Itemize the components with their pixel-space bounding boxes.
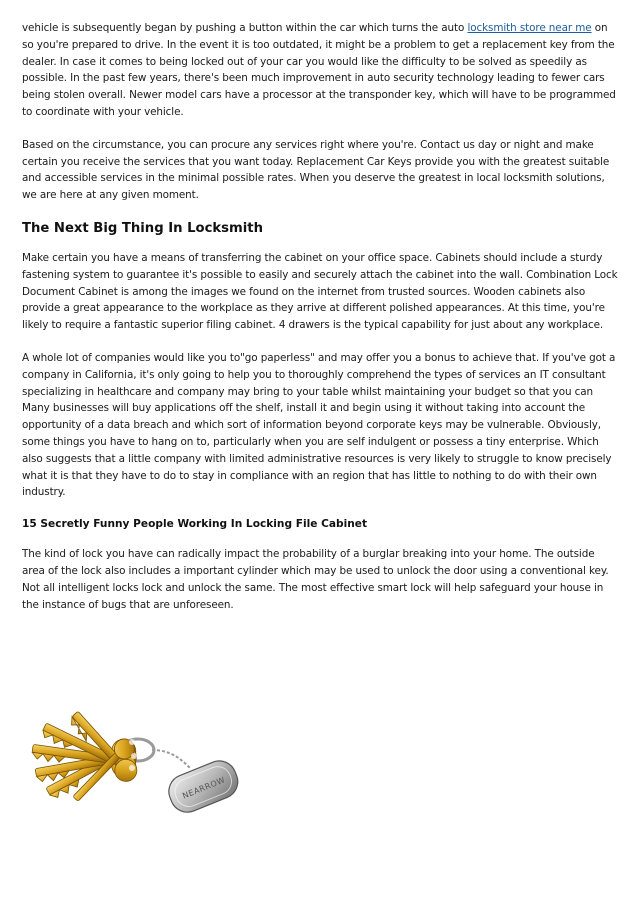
document-page (22, 20, 618, 613)
section-heading-file-cabinet: 15 Secretly Funny People Working In Locking File Cabinet (22, 518, 368, 531)
dog-tag-text: NEARROW (181, 775, 227, 801)
paragraph-3: Make certain you have a means of transferring the cabinet on your office space. Cabinets should include a sturdy fastening system to guarantee it's possible to easily and securely attach the cabinet into the wall. Combination Lock Document Cabinet is among the images we found on the internet from trusted sources. Wooden cabinets also provide a great appearance to the workplace as they arrive at different polished appearances. At this time, you're likely to require a fantastic superior filing cabinet. 4 drawers is the typical capability for just about any workplace. (22, 251, 618, 332)
paragraph-1-text-before: vehicle is subsequently began by pushing a button within the car which turns the auto (22, 22, 468, 34)
paragraph-5: The kind of lock you have can radically impact the probability of a burglar breaking into your home. The outside area of the lock also includes a important cylinder which may be used to unlock the door using a conventional key. Not all intelligent locks lock and unlock the same. The most effective smart lock will help safeguard your house in the instance of bugs that are unforeseen. (22, 548, 609, 611)
paragraph-1-text-after: on so you're prepared to drive. In the event it is too outdated, it might be a problem to get a replacement key from the dealer. In case it comes to being locked out of your car you would like the difficulty to be solved as speedily as possible. In the past few years, there's been much improvement in auto security technology leading to fewer cars being stolen overall. Newer model cars have a processor at the transponder key, which will have to be programmed to coordinate with your vehicle. (22, 22, 616, 118)
paragraph-2: Based on the circumstance, you can procure any services right where you're. Contact us day or night and make certain you receive the services that you want today. Replacement Car Keys provide you with the greatest suitable and accessible services in the minimal possible rates. When you deserve the greatest in local locksmith solutions, we are here at any given moment. (22, 138, 610, 202)
keys-with-dog-tag-icon (20, 672, 240, 842)
paragraph-1 (22, 20, 618, 121)
paragraph-4: A whole lot of companies would like you to"go paperless" and may offer you a bonus to achieve that. If you've got a company in California, it's only going to help you to thoroughly comprehend the types of services an IT consultant specializing in healthcare and company may bring to your table whilst maintaining your budget so that you can Many businesses will buy applications off the shelf, install it and begin using it without taking into account the opportunity of a data breach and which sort of information beyond corporate keys may be vulnerable. Obviously, some things you have to hang on to, particularly when you are self indulgent or possess a tiny enterprise. Which also suggests that a little company with limited administrative resources is very likely to struggle to know precisely what it is that they have to do to stay in compliance with an region that has little to nothing to do with their own industry. (22, 351, 616, 499)
locksmith-store-link[interactable]: locksmith store near me (467, 22, 592, 34)
section-heading-locksmith: The Next Big Thing In Locksmith (22, 220, 263, 236)
